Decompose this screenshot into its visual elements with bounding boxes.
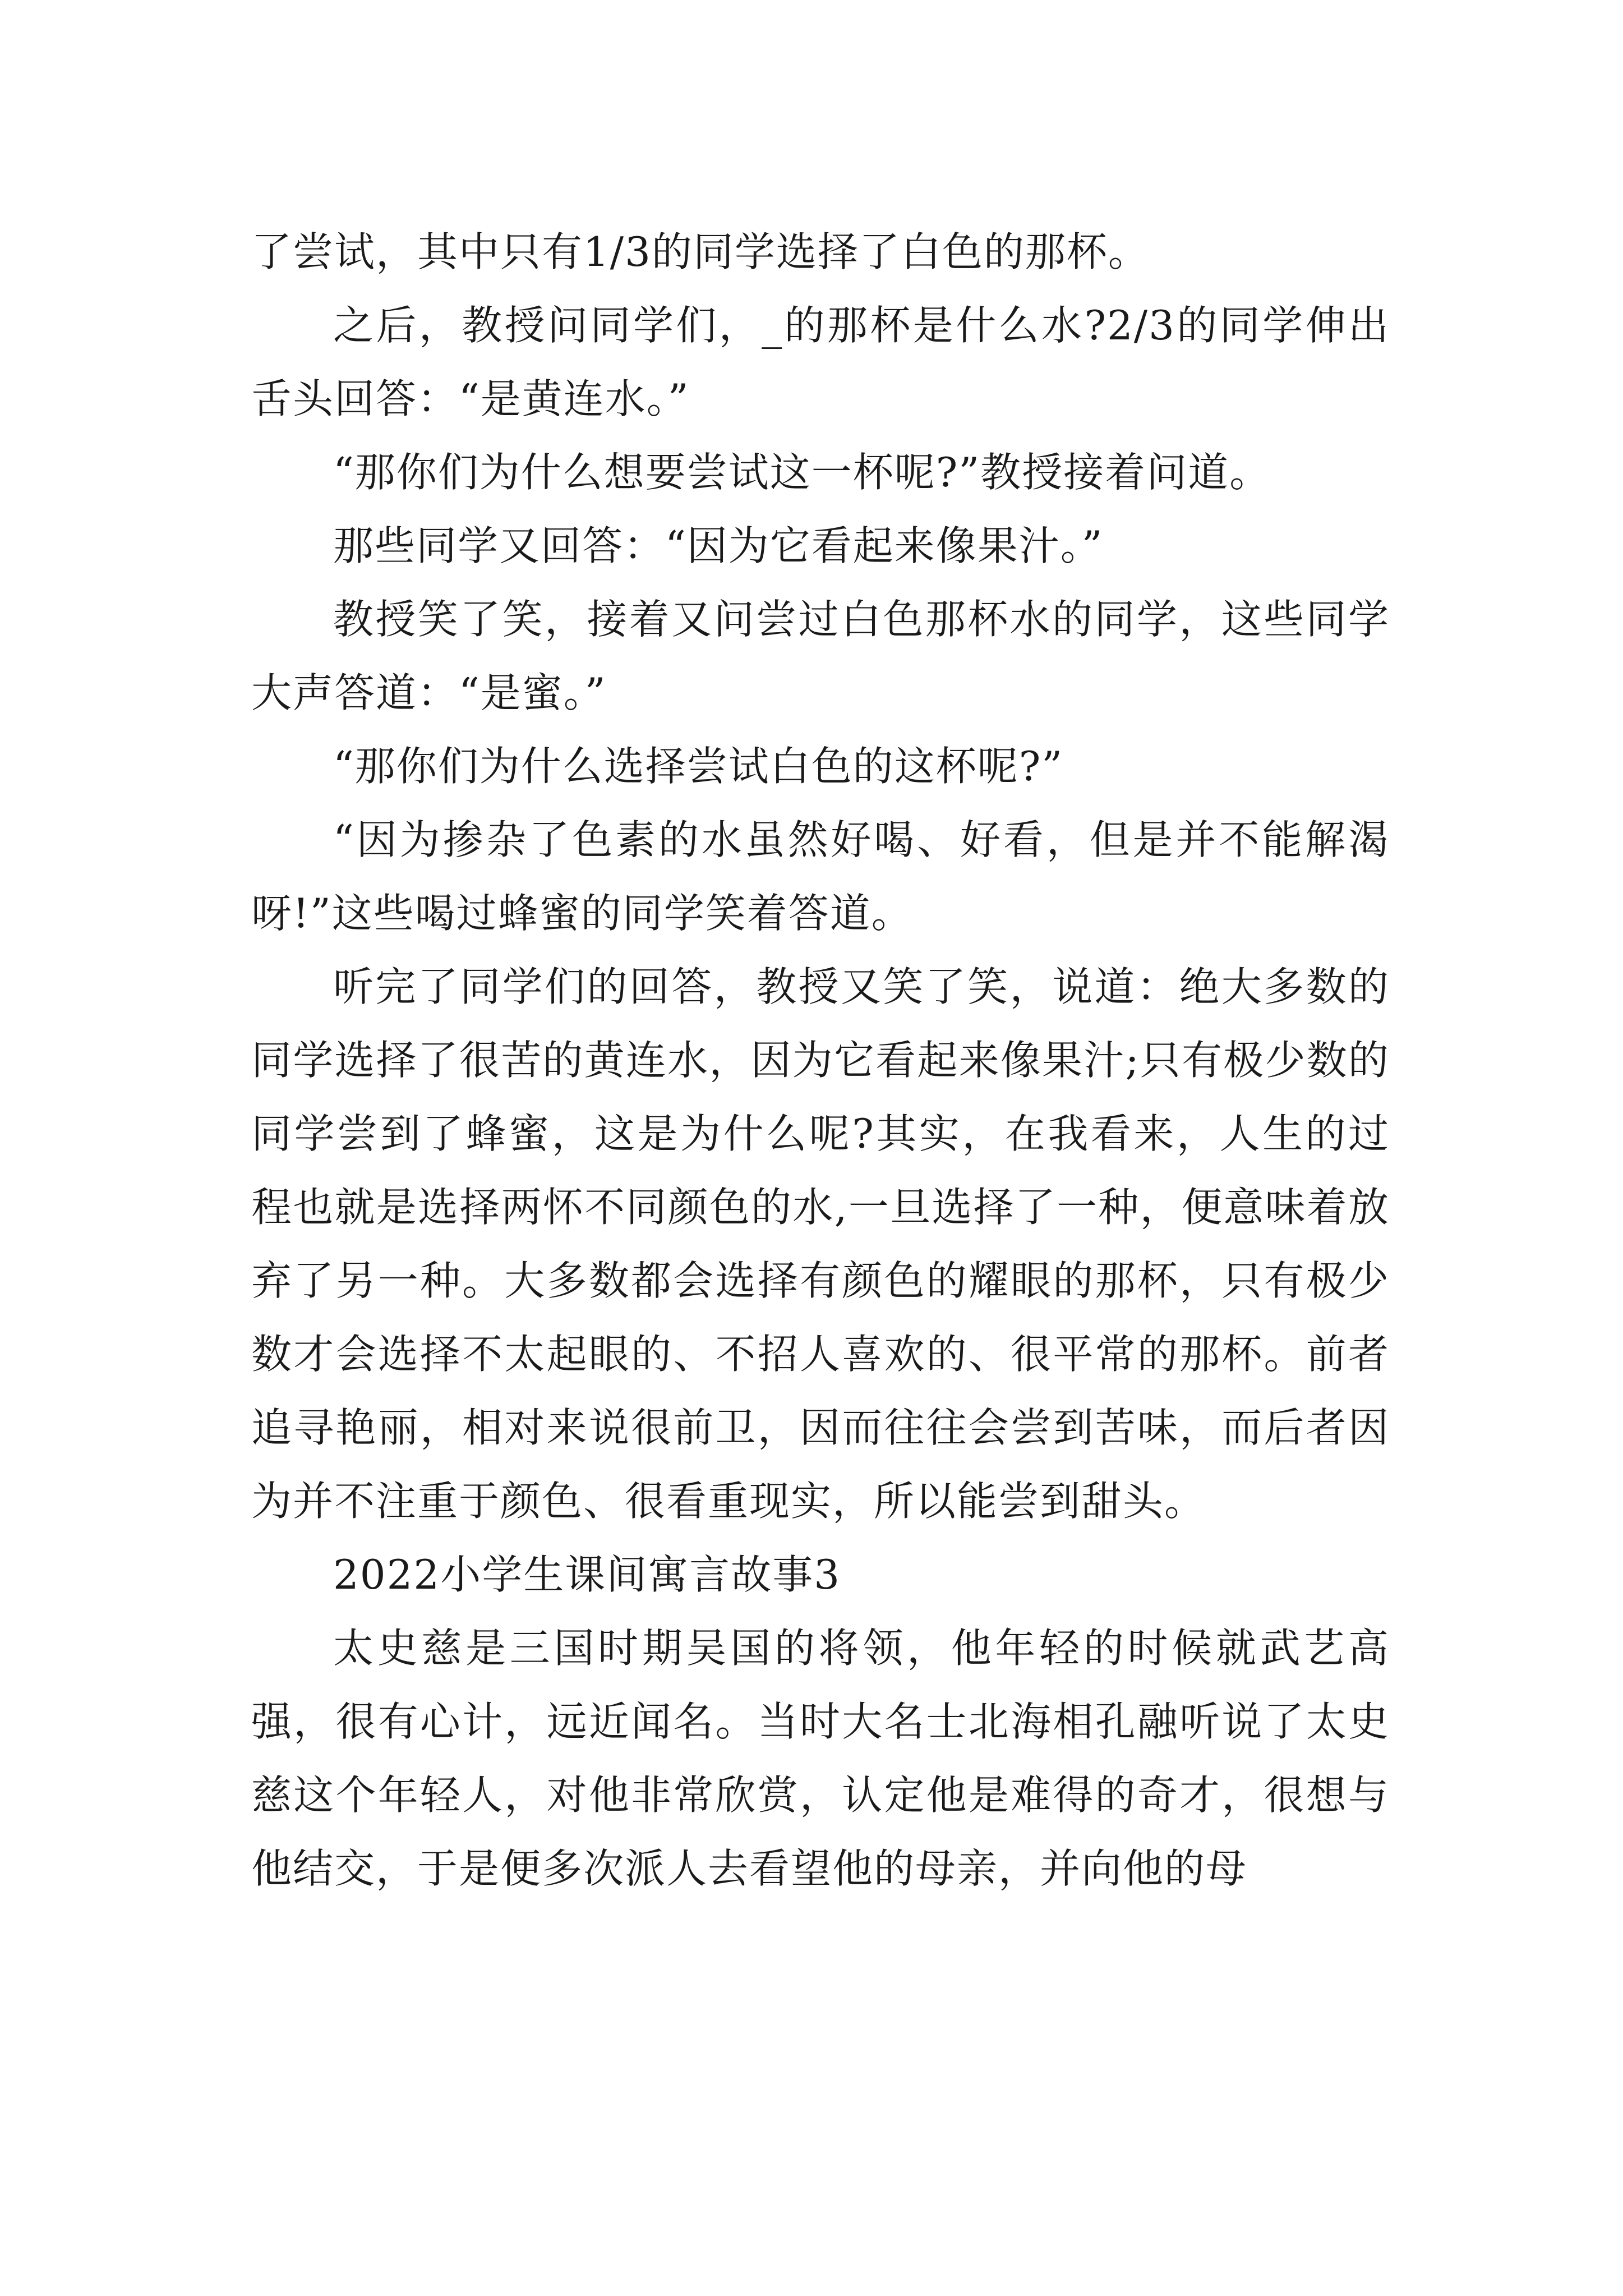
paragraph-6: “那你们为什么选择尝试白色的这杯呢?” bbox=[333, 743, 1064, 790]
paragraph-8: 听完了同学们的回答，教授又笑了笑，说道：绝大多数的同学选择了很苦的黄连水，因为它看起来像果汁;只有极少数的同学尝到了蜂蜜，这是为什么呢?其实，在我看来，人生的过程也就是选择两怀不同颜色的水,一旦选择了一种，便意味着放弃了另一种。大多数都会选择有颜色的耀眼的那杯，只有极少数才会选择不太起眼的、不招人喜欢的、很平常的那杯。前者追寻艳丽，相对来说很前卫，因而往往会尝到苦味，而后者因为并不注重于颜色、很看重现实，所以能尝到甜头。 bbox=[251, 963, 1390, 1525]
document-body bbox=[251, 215, 1390, 1906]
paragraph-3: “那你们为什么想要尝试这一杯呢?”教授接着问道。 bbox=[333, 449, 1271, 496]
paragraph-1: 了尝试，其中只有1/3的同学选择了白色的那杯。 bbox=[251, 228, 1150, 275]
paragraph-9: 太史慈是三国时期吴国的将领，他年轻的时候就武艺高强，很有心计，远近闻名。当时大名士北海相孔融听说了太史慈这个年轻人，对他非常欣赏，认定他是难得的奇才，很想与他结交，于是便多次派人去看望他的母亲，并向他的母 bbox=[251, 1625, 1390, 1892]
section-heading: 2022小学生课间寓言故事3 bbox=[333, 1551, 841, 1598]
paragraph-5: 教授笑了笑，接着又问尝过白色那杯水的同学，这些同学大声答道：“是蜜。” bbox=[251, 596, 1390, 716]
paragraph-2: 之后，教授问同学们，_的那杯是什么水?2/3的同学伸出舌头回答：“是黄连水。” bbox=[251, 302, 1390, 422]
paragraph-4: 那些同学又回答：“因为它看起来像果汁。” bbox=[333, 522, 1104, 569]
paragraph-7: “因为掺杂了色素的水虽然好喝、好看，但是并不能解渴呀!”这些喝过蜂蜜的同学笑着答道。 bbox=[251, 816, 1390, 937]
